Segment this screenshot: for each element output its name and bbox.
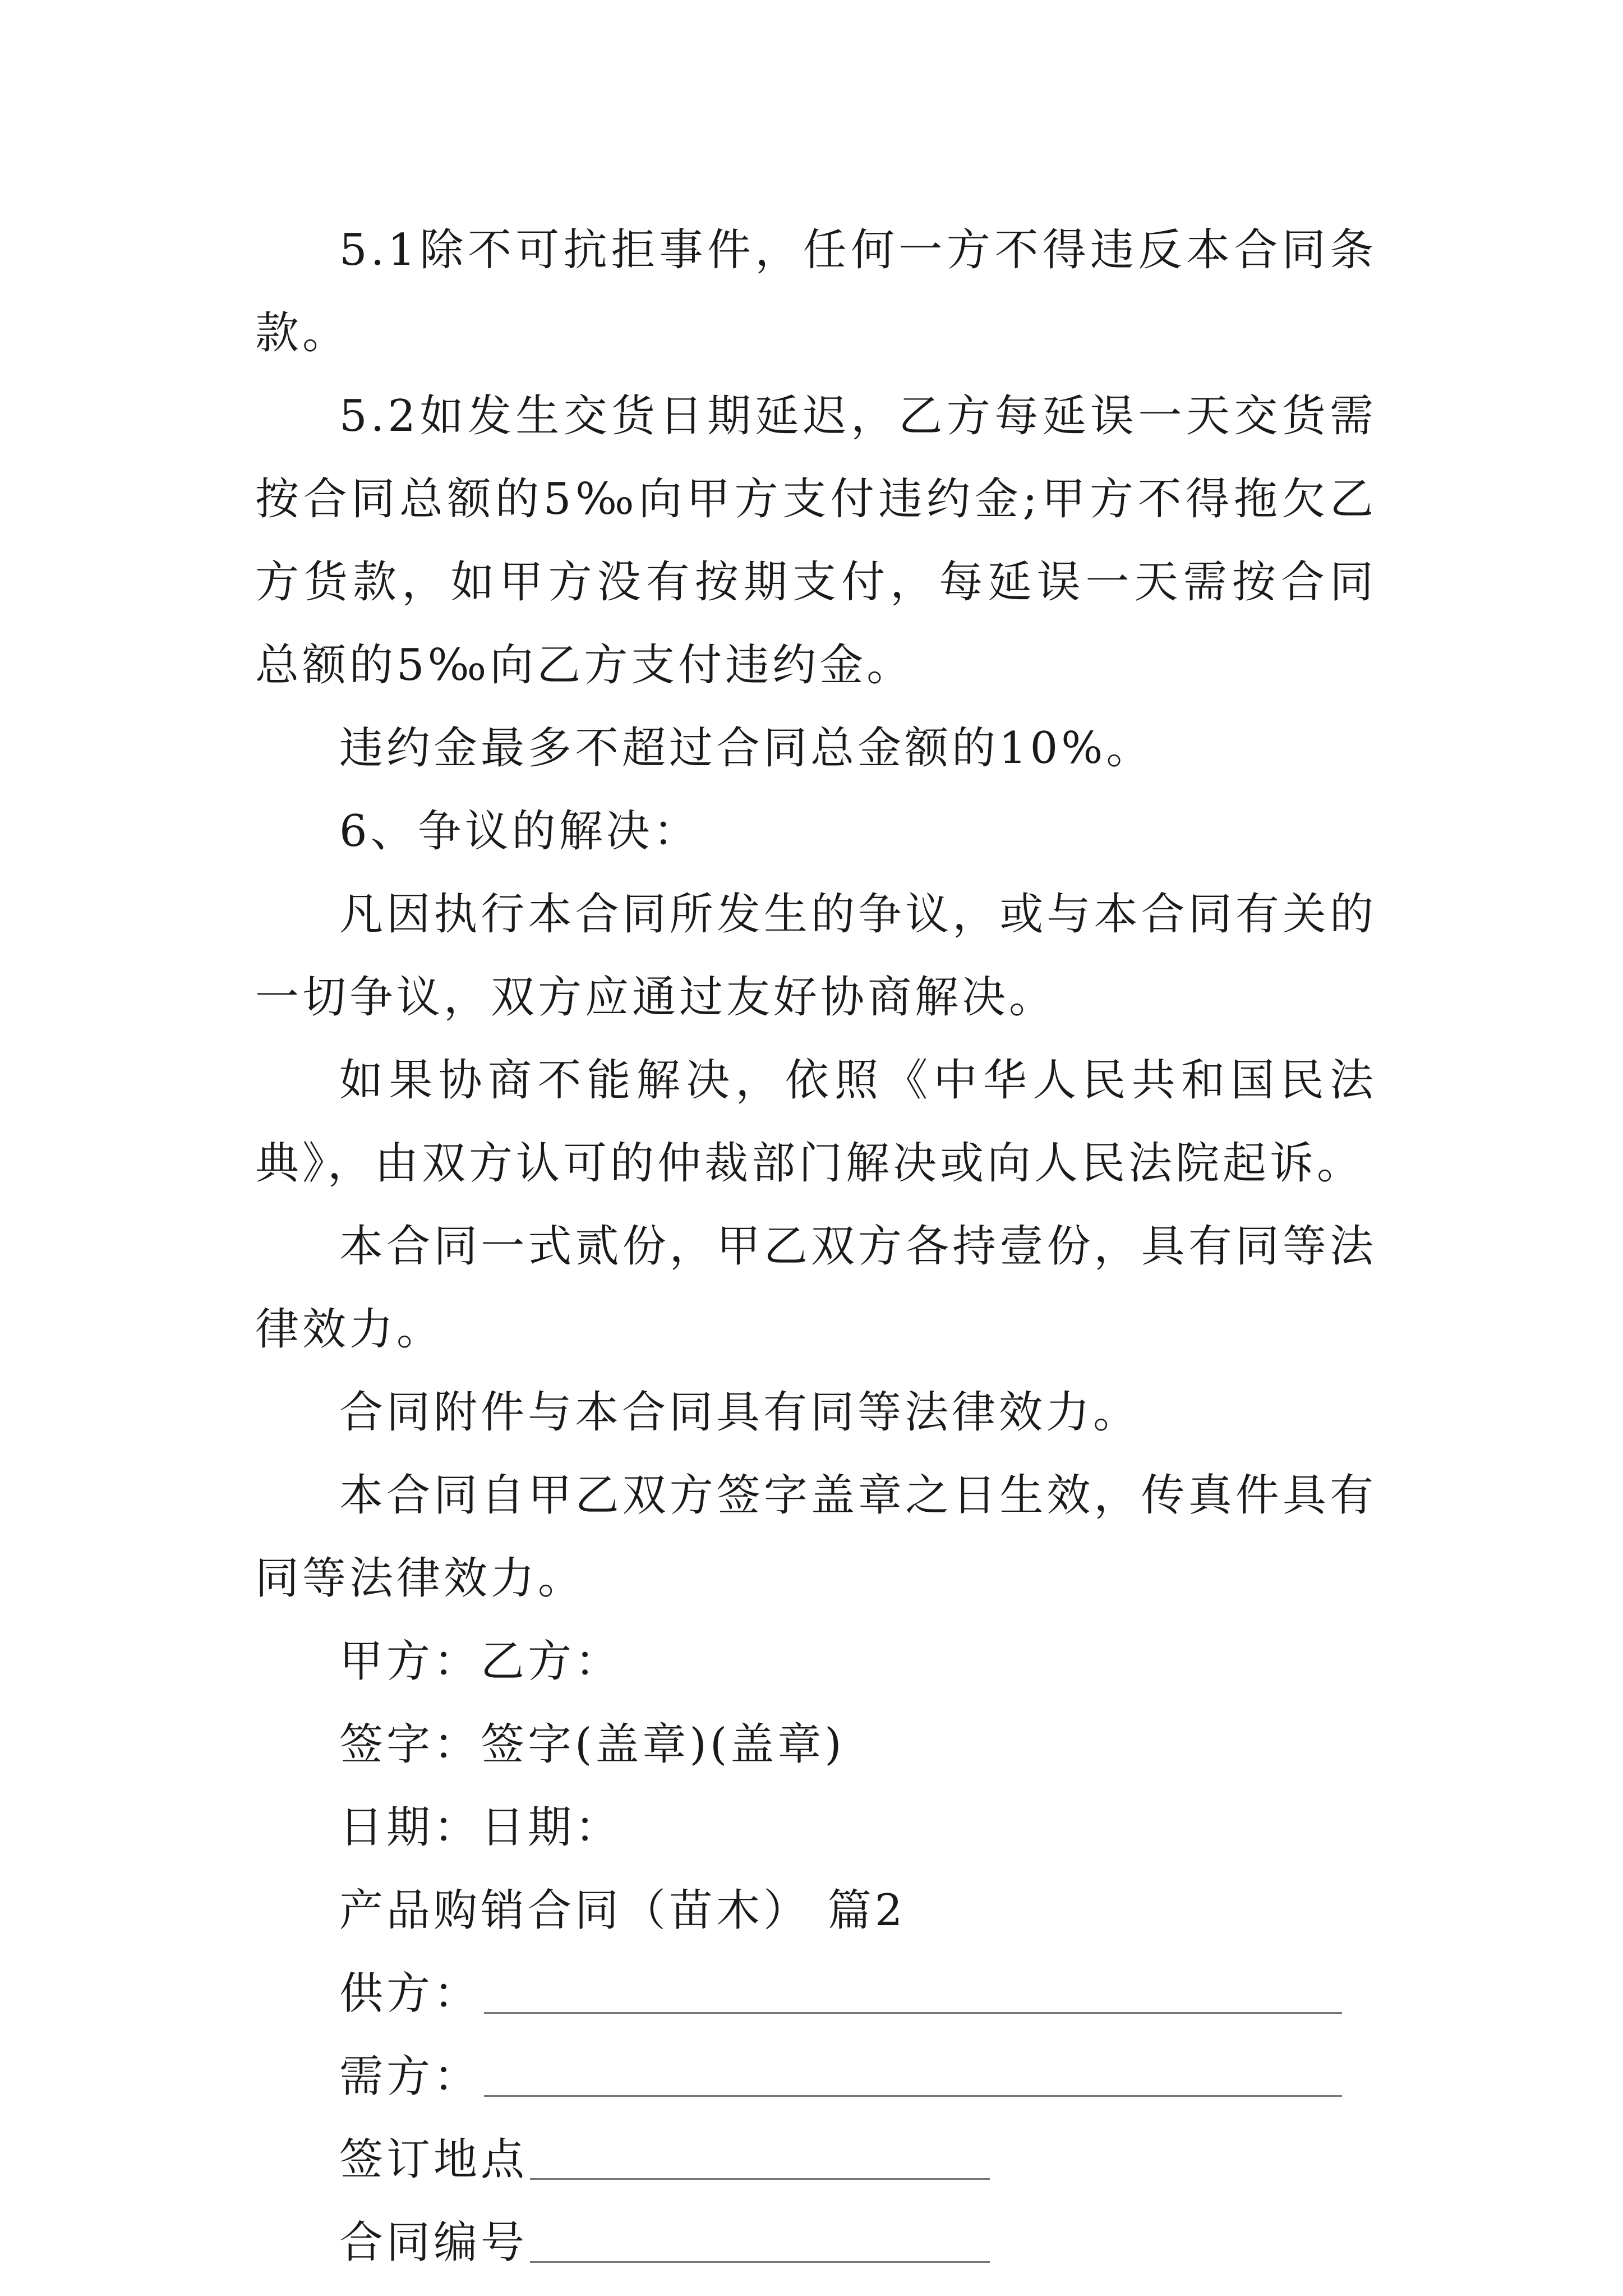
supplier-blank-line — [484, 2012, 1342, 2014]
contract-no-field — [255, 2201, 1377, 2284]
copies-clause: 本合同一式贰份，甲乙双方各持壹份，具有同等法律效力。 — [255, 1221, 1377, 1355]
section-6-heading: 6、争议的解决： — [339, 806, 700, 857]
clause-5-2: 5.2如发生交货日期延迟，乙方每延误一天交货需按合同总额的5‰向甲方支付违约金;甲方不得拖欠乙方货款，如甲方没有按期支付，每延误一天需按合同总额的5‰向乙方支付违约金。 — [255, 391, 1377, 691]
dispute-negotiation: 凡因执行本合同所发生的争议，或与本合同有关的一切争议，双方应通过友好协商解决。 — [255, 889, 1377, 1023]
buyer-blank-line — [484, 2095, 1342, 2097]
place-blank-line — [530, 2178, 990, 2180]
place-field — [255, 2118, 1377, 2201]
document-body — [255, 209, 1377, 2284]
parties-line: 甲方：乙方： — [339, 1636, 623, 1687]
attachments-clause: 合同附件与本合同具有同等法律效力。 — [339, 1387, 1141, 1438]
supplier-label: 供方： — [339, 1968, 481, 2019]
dispute-arbitration: 如果协商不能解决，依照《中华人民共和国民法典》，由双方认可的仲裁部门解决或向人民法院起诉。 — [255, 1055, 1377, 1189]
clause-5-1: 5.1除不可抗拒事件，任何一方不得违反本合同条款。 — [255, 225, 1377, 358]
contract-no-blank-line — [530, 2261, 990, 2263]
date-line: 日期：日期： — [339, 1802, 623, 1853]
effective-clause: 本合同自甲乙双方签字盖章之日生效，传真件具有同等法律效力。 — [255, 1470, 1377, 1604]
place-label: 签订地点 — [339, 2134, 528, 2185]
section-2-title: 产品购销合同（苗木） 篇2 — [339, 1885, 906, 1936]
buyer-label: 需方： — [339, 2051, 481, 2102]
supplier-field — [255, 1952, 1377, 2035]
penalty-cap: 违约金最多不超过合同总金额的10%。 — [339, 723, 1154, 774]
buyer-field — [255, 2035, 1377, 2118]
contract-no-label: 合同编号 — [339, 2217, 528, 2268]
signature-line: 签字：签字(盖章)(盖章) — [339, 1719, 845, 1770]
